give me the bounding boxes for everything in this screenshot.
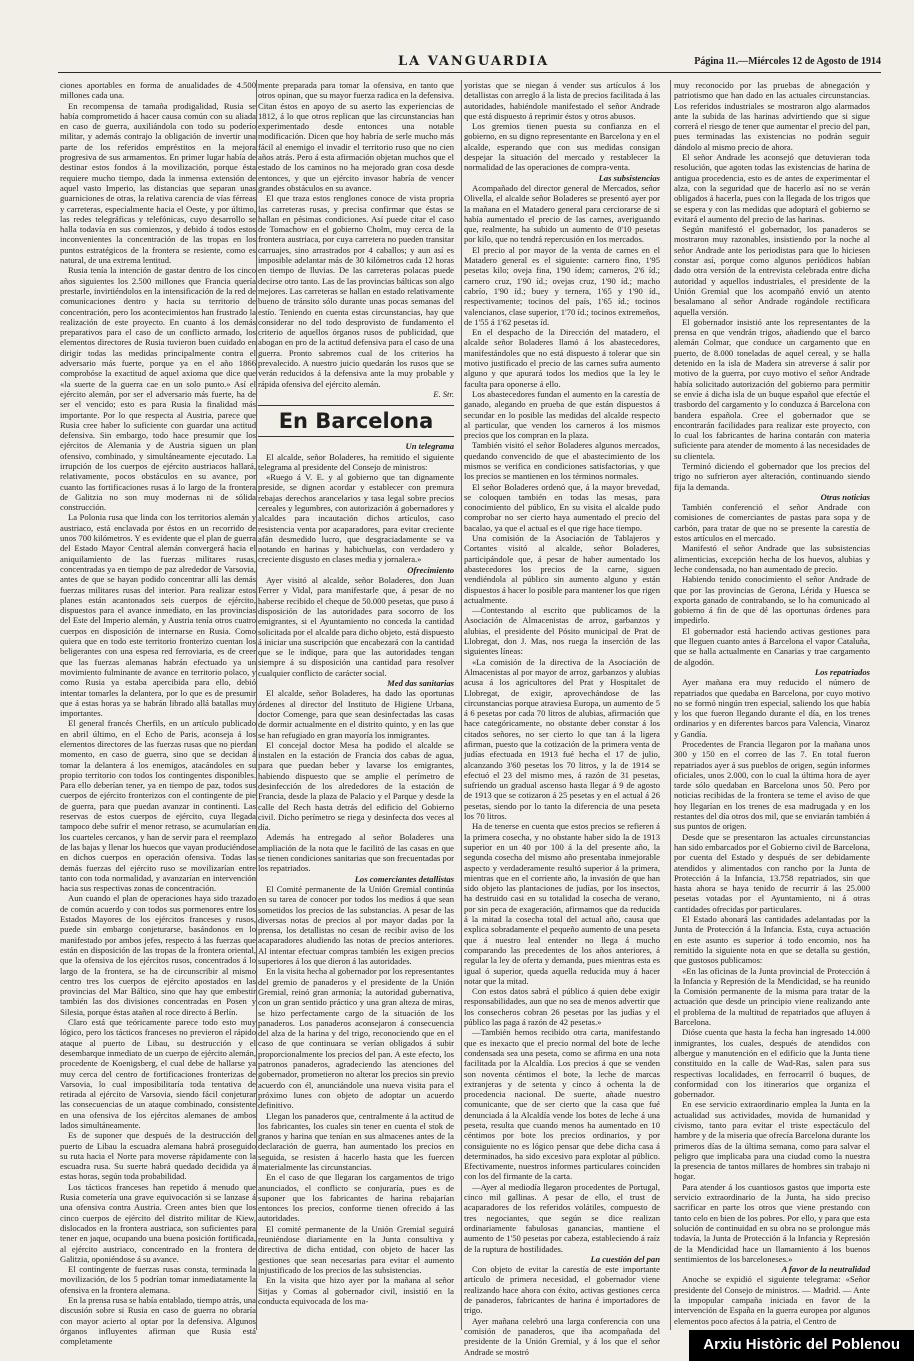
paragraph: También visitó el señor Boladeres algunos mercados, quedando convencido de que el abastecimiento de los mismos se verifica en condiciones satisfactorias, y que los precios se mantienen en los términos normales. bbox=[464, 440, 660, 482]
column-2 bbox=[258, 80, 454, 1330]
paragraph: El Estado abonará las cantidades adelantadas por la Junta de Protección á la Infancia. Esta, cuya actuación en este asunto es superior á todo encomio, nos ha remitido la siguiente nota en que se detalla su gestión, que gustosos publicamos: bbox=[674, 914, 870, 966]
paragraph: También conferenció el señor Andrade con comisiones de comerciantes de pastas para sopa y de carbón, para tratar de que no se presente la carestía de estos artículos en el mercado. bbox=[674, 502, 870, 544]
paragraph: El alcalde, señor Boladeres, ha dado las oportunas órdenes al director del Instituto de Higiene Urbana, doctor Comenge, para que sean desinfectadas las casas de dormir actualmente en el distrito quinto, y en las que se han refugiado en gran mayoría los inmigrantes. bbox=[258, 688, 454, 740]
column-divider bbox=[256, 80, 257, 1330]
paragraph: En la visita hecha al gobernador por los representantes del gremio de panaderos y el presidente de la Unión Gremial, reinó gran armonía; la autoridad gubernativa, con un gran sentido práctico y una gran alteza de miras, se hizo perfectamente cargo de la situación de los panaderos. Los panaderos aconsejaron á consecuencia del alza de la harina y del trigo, reconociendo que en el caso de que continuara se verían obligados á subir proporcionalmente los precios del pan. A este efecto, los patronos panaderos, agradeciendo las atenciones del gobernador, prometieron no alterar los precios sin previo acuerdo con él, anunciándole una nueva visita para el próximo lunes con objeto de adoptar un acuerdo definitivo. bbox=[258, 966, 454, 1111]
paragraph: «Ruego á V. E. y al gobierno que tan dignamente preside, se dignen acordar y establecer con premura rebajas derechos arancelarios y tasa legal sobre precios cereales y legumbres, con autorización á gobernadores y alcaldes para incautación dichos artículos, caso resistencia venta por acaparadores, para evitar creciente afán desmedido lucro, que desgraciadamente se va notando en harinas y habichuelas, con verdadero y creciente disgusto en clases media y jornalera.» bbox=[258, 472, 454, 565]
paragraph: Con estos datos sabrá el público á quien debe exigir responsabilidades, aun que no sea de menos advertir que los consecheros cobran 26 pesetas por las judías y el público las paga á razón de 42 pesetas.» bbox=[464, 986, 660, 1028]
paragraph: Llegan los panaderos que, centralmente á la actitud de los fabricantes, los cuales sin tener en cuenta el stok de granos y harina que tenían en sus almacenes antes de la declaración de guerra, han aumentado los precios en seguida, se resisten á hacerlo hasta que les fuercen materialmente las circunstancias. bbox=[258, 1110, 454, 1172]
paragraph: El señor Andrade les aconsejó que detuvieran toda resolución, que agoten todas las existencias de harina de antigua procedencia, esto es de antes de experimentar el alza, con la seguridad que de hacerlo así no se verán obligados á hacerla, pues con la llegada de los trigos que se espera y con las medidas que adoptará el gobierno se evitará el aumento del precio de las harinas. bbox=[674, 152, 870, 224]
column-1 bbox=[60, 80, 256, 1347]
section-title: En Barcelona bbox=[258, 405, 454, 437]
paragraph: Ayer mañana celebró una larga conferencia con una comisión de panaderos, que iba acompañada del presidente de la Unión Gremial, y á los que el señor Andrade se mostró bbox=[464, 1315, 660, 1357]
paragraph: En ese servicio extraordinario emplea la Junta en la actualidad sus actividades, movida de humanidad y civismo, tanto para evitar el triste espectáculo del hambre y de la miseria que ofrecía Barcelona durante los primeros días de la última semana, como para salvar el peligro que implicaba para una ciudad como la nuestra la presencia de tantos millares de hombres sin trabajo ni hogar. bbox=[674, 1099, 870, 1182]
paragraph: El gobernador insistió ante los representantes de la prensa en que vendrán trigos, añadiendo que el barco alemán Colmar, que conduce un cargamento que en puerto, de 8.000 toneladas de aquel cereal, y se halla detenido en la isla de Madera sin atreverse á salir por motivo de la guerra, por cuyo motivo el señor Andrade había solicitado autorización del gobierno para permitir se envíe á dicha isla de un buque español que efectúe el trasbordo del cargamento y lo conduzca á Barcelona con bandera española. Cree el gobernador que se encontrarán facilidades para realizar este proyecto, con lo cual los fabricantes de harina contarán con materia suficiente para atender de momento á las necesidades de su clientela. bbox=[674, 316, 870, 461]
paragraph: El alcalde, señor Boladeres, ha remitido el siguiente telegrama al presidente del Consejo de ministros: bbox=[258, 451, 454, 472]
paragraph: El general francés Cherfils, en un artículo publicado en abril último, en el Echo de Paris, aconseja á los elementos directores de las fuerzas rusas que no pierdan momento, en caso de guerra, sino que se decidan á tomar la delantera á los enemigos, atacándoles en su propio territorio con todos los contingentes disponibles. Para ello deberían tener, ya en tiempo de paz, todos sus cuerpos de ejército fronterizos con el contingente de pie de guerra, para que puedan avanzar in continenti. Las reservas de estos cuerpos de ejército, cuya llegada tampoco debe sufrir el menor retraso, se acumularían en los cuarteles cercanos, y han de servir para el reemplazo de las bajas y llenar los huecos que vayan produciéndose en dichos cuerpos en operación ofensiva. Todas las demás fuerzas del ejército ruso se movilizarían entre tanto con toda normalidad, y avanzarían en intervención hacia sus respectivas zonas de concentración. bbox=[60, 718, 256, 894]
paragraph: Los abastecedores fundan el aumento en la carestía de ganado, alegando en prueba de que están dispuestos á secundar en lo posible las medidas del alcalde respecto al particular, que venden los carneros á los mismos precios que los compran en la plaza. bbox=[464, 388, 660, 441]
page-date: Página 11.—Miércoles 12 de Agosto de 1914 bbox=[694, 56, 881, 67]
paragraph: muy reconocido por las pruebas de abnegación y patriotismo que han dado en las actuales circunstancias. Los referidos industriales se mostraron algo alarmados ante la subida de las harinas advirtiendo que si sigue correrá el riesgo de tener que aumentar el precio del pan, pues terminadas las existencias no podrán seguir dándolo al mismo precio de ahora. bbox=[674, 80, 870, 152]
masthead: LA VANGUARDIA bbox=[398, 54, 550, 69]
paragraph: Claro está que teóricamente parece todo esto muy lógico, pero los tácticos franceses no previeron el rápido ataque al puerto de Libau, su destrucción y el desembarque inmediato de un cuerpo de ejército alemán, procedente de Koenigsberg, el cual debe de hallarse ya muy cerca del centro de fortificaciones fronterizas de Varsovia, lo cual imposibilitaría toda tentativa de retirada al ejército de Varsovia, siendo fácil conjeturar las consecuencias de un ataque combinado, consistente en una ofensiva de los ejércitos alemanes de ambos lados simultáneamente. bbox=[60, 1017, 256, 1130]
subheading: Ofrecimiento bbox=[407, 564, 454, 575]
paragraph: Habiendo tenido conocimiento el señor Andrade de que por las provincias de Gerona, Lérida y Huesca se exporta ganado de contrabando, se lo ha comunicado al gobierno á fin de que dé las oportunas órdenes para impedirlo. bbox=[674, 574, 870, 626]
subheading: Un telegrama bbox=[405, 441, 454, 452]
paragraph: El comité permanente de la Unión Gremial seguirá reuniéndose diariamente en la Junta consultiva y directiva de dicha entidad, con objeto de hacer las gestiones que sean necesarias para evitar el aumento injustificado de los precios de las subsistencias. bbox=[258, 1223, 454, 1275]
column-4 bbox=[674, 80, 870, 1330]
paragraph: Una comisión de la Asociación de Tablajeros y Cortantes visitó al alcalde, señor Boladeres, participándole que, á pesar de haber aumentado los abastecedores los precios de la carne, siguen vendiéndola al público sin aumento alguno y están dispuestos á hacer lo posible para mantener los que rigen actualmente. bbox=[464, 533, 660, 605]
paragraph: El contingente de fuerzas rusas consta, terminada la movilización, de los 5 podrían tomar inmediatamente la ofensiva en la frontera alemana. bbox=[60, 1264, 256, 1295]
paragraph: El que traza estos renglones conoce de vista propria las carreteras rusas, y precisa confirmar que éstas se hallan en pésimas condiciones. Así puede citar el caso de Tomachow en el gobierno Cholm, muy cerca de la frontera austriaca, por cuya carretera no pueden transitar carruajes, sino arrastrados por 4 caballos; y aun así es imposible adelantar más de 30 kilómetros cada 12 horas en tiempo de lluvias. De las carreteras polacas puede decirse otro tanto. Las de las provincias bálticas son algo mejores. Las carreteras se hallan en estado relativamente bueno de tránsito sólo durante unas pocas semanas del estío. Teniendo en cuenta estas circunstancias, hay que considerar no del todo desprovisto de fundamento el criterio de aquellos órganos rusos de publicidad, que abogan en pro de la actitud defensiva para el caso de una guerra. Pronto sabremos cual de los criterios ha prevalecido. A nuestro juicio quedarán los rusos que se verán reducidos á la defensiva ante la muy probable y rápida ofensiva del ejército alemán. bbox=[258, 193, 454, 389]
column-divider bbox=[670, 80, 671, 1330]
paragraph: mente preparada para tomar la ofensiva, en tanto que otros opinan, que su mayor fuerza radica en la defensiva. Citan éstos en apoyo de su aserto las experiencias de 1812, á lo que otros replican que las circunstancias han experimentado desde entonces una notable modificación. Dicen que hoy habría de serle mucho más fácil al enemigo el invadir el territorio ruso que no cien años atrás. Pero á esta afirmación objetan muchos que el estado de los caminos no ha mejorado gran cosa desde entonces, y que un ejército invasor habría de vencer grandes obstáculos en su avance. bbox=[258, 80, 454, 193]
subheading: Los comerciantes detallistas bbox=[354, 873, 454, 884]
subheading: Los repatriados bbox=[814, 666, 870, 677]
paragraph: Los tácticos franceses han repetido á menudo que Rusia cometería una grave equivocación si se lanzase á una ofensiva contra Austria. Creen antes bien que los cinco cuerpos de ejército del distrito militar de Kiew, dislocados en la frontera austriaca, son suficientes para tener en jaque, ocupando una buena posición fortificada, al ejército austriaco, concentrado en la frontera de Galitzia, oponiéndose á su avance. bbox=[60, 1181, 256, 1264]
paragraph: yoristas que se niegan á vender sus artículos á los detallistas con arreglo á la lista de precios facilitada á las autoridades, habiéndole manifestado el señor Andrade que está dispuesto á reprimir éstos y otros abusos. bbox=[464, 80, 660, 121]
paragraph: El concejal doctor Mesa ha podido el alcalde se instalen en la estación de Francia dos cabas de agua, para que puedan beber y lavarse los emigrantes, habiendo dispuesto que se amplie el perímetro de desinfección de los alrededores de la estación de Francia, desde la plaza de Palacio y el Parque y desde la calle del Rech hasta detrás del edificio del Gobierno civil. Dicho perímetro se riega y desinfecta dos veces al día. bbox=[258, 739, 454, 833]
archive-watermark: Arxiu Històric del Poblenou bbox=[689, 1330, 914, 1361]
paragraph: Terminó diciendo el gobernador que los precios del trigo no sufrieron ayer alteración, continuando siendo fija la demanda. bbox=[674, 460, 870, 492]
paragraph: Procedentes de Francia llegaron por la mañana unos 300 y 150 en el correo de las 7. En total fueron repatriados ayer á sus pueblos de origen, según informes oficiales, unos 2.000, con lo cual la última hora de ayer tarde sólo quedaban en Barcelona unos 50. Pero por noticias recibidas de la frontera se teme el aviso de que hoy llegarían en los trenes de esa madrugada y en los restantes del día otros dos mil, que se enviarán también á sus puntos de origen. bbox=[674, 739, 870, 832]
column-3 bbox=[464, 80, 660, 1357]
paragraph: Rusia tenía la intención de gastar dentro de los cinco años siguientes los 2.500 millones que Francia quería prestarle, invirtiéndolos en la intensificación de la red de comunicaciones dentro y hacia su territorio de concentración, pero los acontecimientos han frustrado la realización de este proyecto. En cuanto á los demás preparativos para el caso de un conflicto armado, los elementos directores de Rusia tuvieron buen cuidado en dirigir todas las medidas principalmente contra el adversario más fuerte, porque ya en el año 1866 comprobóse la exactitud de aquel axioma que dice que «la suerte de la guerra cae en un solo punto.» Así el ejército alemán, por ser el adversario más fuerte, ha de ser el vencido; esto es para Rusia la finalidad más importante. Por lo que respecta al Austria, parece que Rusia cree haber lo suficiente con guardar una actitud defensiva. Sin embargo, todo hace presumir que los ejércitos de Alemania y de Austria siguen un plan ofensivo, combinado, y simultáneamente ejecutado. La irrupción de los cuerpos de ejército austriacos hallará, relativamente, pocos obstáculos en su avance, por cuanto las fortificaciones rusas á lo largo de la frontera de Galitzia no son muy modernas ni de sólida construcción. bbox=[60, 265, 256, 513]
paragraph: ciones aportables en forma de anualidades de 4.500 millones cada una. bbox=[60, 80, 256, 101]
paragraph: Acompañado del director general de Mercados, señor Olivella, el alcalde señor Boladeres se presentó ayer por la mañana en el Matadero general para cerciorarse de si había aumentado el precio de las carnes, averiguando que, realmente, ha subido un aumento de 0'10 pesetas por kilo, que no tendrá repercusión en los mercados. bbox=[464, 182, 660, 245]
paragraph: «La comisión de la directiva de la Asociación de Almacenistas al por mayor de arroz, garbanzos y alubias acusa á los agricultores del Prat y Hospitalet de Llobregat, de exigir, aprovechándose de las circunstancias porque atraviesa Europa, un aumento de 5 á 6 pesetas por cada 70 litros de alubias, afirmación que hace categóricamente, no obstante deber constar á los citados señores, no ser cierto lo que tan á la ligera afirman, puesto que la cotización de la primera venta de judías efectuada en 1913 fué hecha el 17 de julio, alcanzando 3'60 pesetas los 70 litros, y la de 1914 se efectuó el 23 del mismo mes, á razón de 31 pesetas, sufriendo un gradual ascenso hasta llegar á 9 de agosto de 1913 que se cotizaron á 25 pesetas y en el actual á 26 pesetas, siendo por lo tanto la diferencia de una peseta los 70 litros. bbox=[464, 656, 660, 822]
paragraph: El señor Boladeres ordenó que, á la mayor brevedad, se coloquen también en todas las mesas, para conocimiento del público, En su visita el alcalde pudo comprobar no ser cierto haya aumentado el precio del bacalao, ya que el actual es el que rige hace tiempo. bbox=[464, 481, 660, 533]
paragraph: Los gremios tienen puesta su confianza en el gobierno, en su digno representante en Barcelona y en el alcalde, esperando que con sus medidas consigan despejar la situación del mercado y restablecer la normalidad de las operaciones de compra-venta. bbox=[464, 121, 660, 173]
paragraph: En el caso de que llegaran los cargamentos de trigo anunciados, el conflicto se conjuraría, pues es de suponer que los fabricantes de harina rebajarían entonces los precios, conforme tienen ofrecido á las autoridades. bbox=[258, 1172, 454, 1224]
subheading: Las subsistencias bbox=[598, 172, 660, 183]
paragraph: Además ha entregado al señor Boladeres una ampliación de la nota que le facilitó de las casas en que se tienen condiciones sanitarias que son frecuentadas por los repatriados. bbox=[258, 832, 454, 874]
paragraph: —Contestando al escrito que publicamos de la Asociación de Almacenistas de arroz, garbanzos y alubias, el presidente del Pósito municipal de Prat de Llobregat, don J. Mas, nos ruega la inserción de las siguientes líneas: bbox=[464, 605, 660, 657]
paragraph: En la visita que hizo ayer por la mañana al señor Sitjas y Comas al gobernador civil, insistió en la conducta equivocada de los ma- bbox=[258, 1275, 454, 1306]
paragraph: El Comité permanente de la Unión Gremial continúa en su tarea de conocer por todos los medios á que sean sometidos los precios de las substancias. A pesar de las diversas notas de precios al por mayor dadas por la prensa, los detallistas no cesan de recibir aviso de los acaparadores aludiendo las notas de precios anteriores. Al intentar efectuar compras también les exigen precios superiores á los que dieron á las autoridades. bbox=[258, 883, 454, 967]
paragraph: —También hemos recibido otra carta, manifestando que es inexacto que el precio normal del bote de leche condensada sea una peseta, como se afirma en una nota facilitada por la Alcaldía. Los precios á que se venden son noventa céntimos el bote, la leche de marcas extranjeras y de setenta y cinco á ochenta la de procedencia nacional. De suerte, añade nuestro comunicante, que de ser cierto que la casa que fué denunciada á la Alcaldía vende los botes de leche á una peseta, resulta que cuando menos ha aumentado en 10 céntimos por bote los precios ordinarios, y por consiguiente no es lógico pensar que debe dicha casa á determinados, ha sido excesivo para explotar al público. Efectivamente, nuestros informes particulares coinciden con los del firmante de la carta. bbox=[464, 1027, 660, 1182]
paragraph: Ayer mañana era muy reducido el número de repatriados que quedaba en Barcelona, por cuyo motivo no se formó ningún tren especial, saliendo los que había y los que fueron llegando durante el día, en los trenes ordinarios y en diferentes barcos para Valencia, Vinaroz y Gandía. bbox=[674, 677, 870, 739]
page-header bbox=[58, 54, 881, 73]
paragraph: Dióse cuenta que hasta la fecha han ingresado 14.000 inmigrantes, los cuales, después de atendidos con albergue y manutención en el edificio que la Junta tiene constituido en la calle de Wad-Ras, salen para sus respectivas localidades, en ferrocarril ó buques, de conformidad con los itinerarios que organiza el gobernador. bbox=[674, 1027, 870, 1100]
subheading: Med das sanitarias bbox=[387, 678, 454, 689]
paragraph: El precio al por mayor de la venta de carnes en el Matadero general es el siguiente: carnero fino, 1'95 pesetas kilo; oveja fina, 1'90 ídem; carneros, 2'6 íd.; carnero cruz, 1'90 íd.; ovejas cruz, 1'90 íd.; macho cabrío, 1'90 íd.; buey y ternera, 1'65 y 1'90 íd., respectivamente; tocinos del país, 1'65 íd.; tocinos valencianos, clase superior, 1'70 íd.; tocinos extremeños, de 1'55 á 1'62 pesetas íd. bbox=[464, 244, 660, 327]
paragraph: Ha de tenerse en cuenta que estos precios se refieren á la primera cosecha, y no obstante haber sido la de 1913 superior en un 40 por 100 á la del presente año, la segunda cosecha del mismo año presentaba inmejorable aspecto y verdaderamente resultó superior á la primera, mientras que en el corriente año, la invasión de que han sido objeto las plantaciones de judías, por los insectos, ha destruido casi en su totalidad la cosecha de verano, por sin peca de exageración, afirmamos que da reducida á la mitad la cosecha total del actual año, causa que explica sobradamente el pequeño aumento de una peseta que á nuestro leal entender no llega á mucho comparando las precedentes de los años anteriores, á regular la ley de oferta y demanda, pues mientras esta es igual ó superior, queda aquella reducida muy á hacer notar que la mitad. bbox=[464, 821, 660, 986]
subheading: A favor de la neutralidad bbox=[781, 1264, 870, 1275]
paragraph: Según manifestó el gobernador, los panaderos se mostraron muy razonables, insistiendo por la noche al señor Andrade ante los periodistas para que lo hiciesen constar así, porque como algunos periódicos habían dado otra versión de la entrevista celebrada entre dicha autoridad y aquellos industriales, el presidente de la Unión Gremial que los acompañó envió un atento besalamano al señor Andrade rogándole rectificara aquella versión. bbox=[674, 224, 870, 317]
paragraph: La Polonia rusa que linda con los territorios alemán y austriaco, está enclavada por éstos en un recorrido de unos 700 kilómetros. Y es evidente que el plan de guerra del Estado Mayor Central alemán convergerá hacia el aniquilamiento de las fuerzas militares rusas, concentradas ya en tiempo de paz alrededor de Varsovia, antes de que se hayan podido concentrar allí las demás fuerzas militares rusas del interior. Para realizar estos planes están acantonados seis cuerpos de ejército, dispuestos para el avance inmediato, en las provincias del Este del Imperio alemán, y Austria tenía otros cuatro cuerpos en disposición de internarse en Rusia. Como quiera que en todo este territorio fronterizo cuentan los beligerantes con una espesa red ferroviaria, es de creer que las fuerzas alemanas habrán efectuado ya un movimiento fulminante de avance en territorio polaco, y como Rusia ya estaba apercibida para ello, debió intentar tomarles la delantera, por lo que es de presumir que á estas horas ya se habrán librado allá batallas muy importantes. bbox=[60, 512, 256, 719]
paragraph: Desde que se presentaron las actuales circunstancias han sido embarcados por el Gobierno civil de Barcelona, por cuenta del Estado y después de ser debidamente atendidos y alimentados con rancho por la Junta de Protección á la Infancia, 13.758 repatriados, sin que hasta ahora se haya tenido de recurrir á las 25.000 pesetas votadas por el Ayuntamiento, ni á otras cantidades ofrecidas por particulares. bbox=[674, 831, 870, 914]
paragraph: Para atender á los cuantiosos gastos que importa este servicio extraordinario de la Junta, ha sido preciso sacrificar en parte los otros que viene prestando con tanto celo en bien de los pobres. Por ello, y para que esta solución de continuidad en su obra no se prolongue más todavía, la Junta de Protección á la Infancia y Represión de la Mendicidad hace un llamamiento á los buenos sentimientos de los barceloneses.» bbox=[674, 1181, 870, 1264]
author-signature: E. Str. bbox=[433, 388, 454, 399]
paragraph: Ayer visitó al alcalde, señor Boladeres, don Juan Ferrer y Vidal, para manifestarle que, á pesar de no haberse recibido el cheque de 50.000 pesetas, que puso á disposición de las autoridades para socorro de los emigrantes, si el Ayuntamiento no conceda la cantidad solicitada por el alcalde para dicho objeto, está dispuesto á iniciar una suscripción que encabezará con la cantidad que se le indique, para que las autoridades tengan siempre á su disposición una cantidad para resolver cualquier conflicto de carácter social. bbox=[258, 575, 454, 678]
subheading: Otras noticias bbox=[820, 491, 870, 502]
paragraph: Es de suponer que después de la destrucción del puerto de Libau la escuadra alemana habrá proseguido su ruta hacia el Norte para moverse rápidamente con la escuadra rusa. Su suerte habrá quedado decidida ya á estas horas, según toda probabilidad. bbox=[60, 1130, 256, 1182]
paragraph: «En las oficinas de la Junta provincial de Protección á la Infancia y Represión de la Mendicidad, se ha reunido la Comisión permanente de la misma para tratar de la actuación que desde un principio viene realizando ante el problema de la multitud de repatriados que afluyen á Barcelona. bbox=[674, 965, 870, 1028]
paragraph: En el despacho de la Dirección del matadero, el alcalde señor Boladeres llamó á los abastecedores, manifestándoles que no está dispuesto á tolerar que sin motivo justificado el precio de las carnes sufra aumento alguno y que apurará todos los medios que la ley le faculta para oponerse á ello. bbox=[464, 327, 660, 389]
paragraph: Con objeto de evitar la carestía de este importante artículo de primera necesidad, el gobernador viene realizando hace ahora con éxito, activas gestiones cerca de panaderos, fabricantes de harina é importadores de trigo. bbox=[464, 1264, 660, 1316]
paragraph: En la prensa rusa se había entablado, tiempo atrás, una discusión sobre si Rusia en caso de guerra no obraría con mayor acierto al optar por la defensiva. Algunos órganos influyentes afirman que Rusia está completamente bbox=[60, 1295, 256, 1347]
paragraph: En recompensa de tamaña prodigalidad, Rusia se había comprometido á hacer causa común con su aliada en caso de guerra, auxiliándola con todo su poderío militar, y además contrajo la obligación de invertir una parte de los referidos empréstitos en la mejora progresiva de sus armamentos. En primer lugar había de destinar estos fondos á la movilización, porque ésta requiere mucho tiempo, dada la inmensa extensión de aquel vasto Imperio, las distancias que separan unas guarniciones de otras, la relativa carencia de vías férreas y carreteras, especialmente hacia el Oeste, y por último, las redes telegráficas y telefónicas, cuyo desarrollo se halla todavía en sus comienzos, y debido á todos estos inconvenientes la concentración de las tropas en los puntos estratégicos de la frontera se resiente, como es natural, de una extrema lentitud. bbox=[60, 100, 256, 266]
paragraph: Manifestó el señor Andrade que las subsistencias alimenticias, excepción hecha de los huevos, alubias y leche condensada, no han aumentado de precio. bbox=[674, 543, 870, 574]
paragraph: Anoche se expidió el siguiente telegrama: «Señor presidente del Consejo de ministros. — Madrid. — Ante la impopular campaña iniciada en favor de la intervención de España en la guerra europea por algunos elementos poco afectos á la patria, el Centro de bbox=[674, 1274, 870, 1326]
paragraph: El gobernador está haciendo activas gestiones para que lleguen cuanto antes á Barcelona el vapor Cataluña, que se halla actualmente en Canarias y trae cargamento de algodón. bbox=[674, 625, 870, 667]
paragraph: —Ayer al mediodía llegaron procedentes de Portugal, cinco mil gallinas. A pesar de ello, el trust de acaparadores de los referidos volátiles, compuesto de tres negociantes, que según se dice realizan ordinariamente fabulosas ganancias, mantiene el aumento de 1'50 pesetas por cabeza, estableciendo á raíz de la ruptura de hostilidades. bbox=[464, 1181, 660, 1254]
subheading: La cuestión del pan bbox=[590, 1253, 660, 1264]
column-divider bbox=[461, 80, 462, 1330]
paragraph: Aun cuando el plan de operaciones haya sido trazado de común acuerdo y con todos sus pormenores entre los Estados Mayores de los ejércitos franceses y rusos, puede sin embargo conjeturarse, basándonos en lo manifestado por ambos jefes, respecto á las fuerzas que están en disposición de las tropas de la frontera oriental, que la ofensiva de los ejércitos rusos, concentrados á lo largo de la frontera, se ha de circunscribir al mismo centro tres los cuerpos de ejército apostados en las provincias del Mar Báltico, sino que hay que embestir también las dos divisiones concentradas en Posen y Silesia, porque éstas atañen al roce directo á Berlín. bbox=[60, 893, 256, 1017]
